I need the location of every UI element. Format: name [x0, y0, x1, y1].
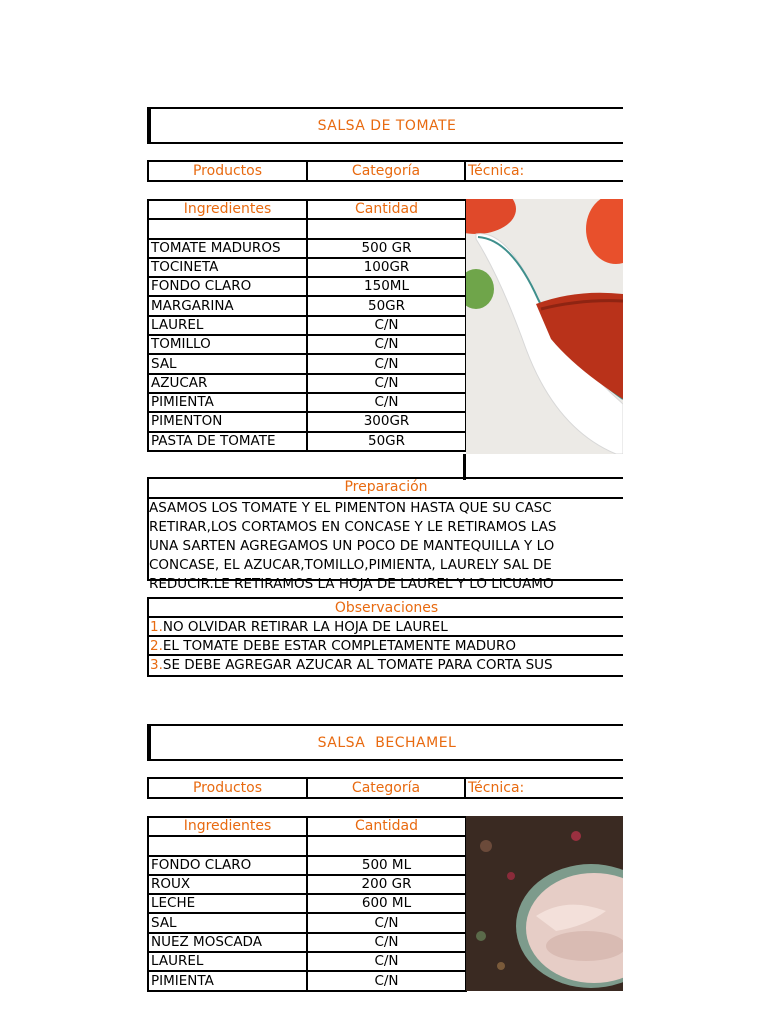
ingredient-quantity: C/N	[307, 971, 466, 990]
ingredient-name: TOMILLO	[148, 335, 307, 354]
observacion-number: 1.	[150, 619, 163, 635]
table-row	[148, 875, 466, 894]
preparacion-header: Preparación	[344, 479, 428, 495]
ingredient-quantity: 300GR	[307, 412, 466, 431]
empty-cell	[307, 836, 466, 855]
table-row	[148, 335, 466, 354]
cantidad-header: Cantidad	[307, 200, 466, 219]
table-row	[148, 836, 466, 855]
empty-cell	[148, 219, 307, 238]
empty-cell	[307, 219, 466, 238]
ingredient-name: SAL	[148, 354, 307, 373]
preparacion-line: RETIRAR,LOS CORTAMOS EN CONCASE Y LE RETIRAMOS LAS	[149, 519, 557, 535]
ingredient-quantity: 50GR	[307, 432, 466, 451]
ingredient-quantity: C/N	[307, 374, 466, 393]
bechamel-photo	[466, 816, 623, 991]
ingredients-header-row	[148, 817, 466, 836]
recipe1-title	[147, 107, 623, 144]
recipe1-ingredients-table	[147, 199, 467, 452]
observacion-text: NO OLVIDAR RETIRAR LA HOJA DE LAUREL	[162, 619, 448, 635]
list-item	[149, 656, 623, 675]
tecnica-header: Técnica:	[468, 780, 525, 796]
preparacion-line: ASAMOS LOS TOMATE Y EL PIMENTON HASTA QUE SU CASC	[149, 500, 552, 516]
table-row	[148, 277, 466, 296]
recipe1-title-text: SALSA DE TOMATE	[317, 117, 457, 134]
ingredient-quantity: 600 ML	[307, 894, 466, 913]
table-row	[148, 239, 466, 258]
ingredient-name: LAUREL	[148, 952, 307, 971]
preparacion-text	[149, 497, 623, 594]
recipe1-observaciones	[147, 597, 623, 677]
ingredient-quantity: C/N	[307, 952, 466, 971]
recipe1-header-row	[147, 160, 623, 182]
tecnica-header: Técnica:	[468, 163, 525, 179]
productos-header: Productos	[149, 162, 308, 180]
recipe1-preparacion	[147, 477, 623, 592]
ingredient-quantity: C/N	[307, 335, 466, 354]
list-item	[149, 618, 623, 637]
ingredient-name: SAL	[148, 913, 307, 932]
ingredientes-header: Ingredientes	[148, 817, 307, 836]
productos-header: Productos	[149, 779, 308, 797]
bechamel-image	[466, 816, 623, 991]
recipe2-ingredients-table	[147, 816, 467, 992]
table-row	[148, 258, 466, 277]
table-row	[148, 952, 466, 971]
categoria-header: Categoría	[308, 162, 466, 180]
ingredient-name: PASTA DE TOMATE	[148, 432, 307, 451]
tomato-sauce-image	[466, 199, 623, 454]
ingredient-quantity: C/N	[307, 316, 466, 335]
tomato-sauce-photo	[466, 199, 623, 454]
ingredient-quantity: 200 GR	[307, 875, 466, 894]
table-row	[148, 933, 466, 952]
observacion-number: 3.	[150, 657, 163, 673]
ingredient-name: FONDO CLARO	[148, 856, 307, 875]
observaciones-list	[149, 618, 623, 675]
ingredient-name: AZUCAR	[148, 374, 307, 393]
ingredients-header-row	[148, 200, 466, 219]
table-row	[148, 296, 466, 315]
recipe2-title	[147, 724, 623, 761]
empty-cell	[148, 836, 307, 855]
ingredient-quantity: 100GR	[307, 258, 466, 277]
recipe2-title-text: SALSA BECHAMEL	[317, 734, 457, 751]
ingredient-name: LECHE	[148, 894, 307, 913]
ingredient-name: PIMENTON	[148, 412, 307, 431]
ingredient-quantity: 150ML	[307, 277, 466, 296]
ingredient-quantity: 50GR	[307, 296, 466, 315]
table-row	[148, 432, 466, 451]
table-row	[148, 374, 466, 393]
ingredient-quantity: 500 GR	[307, 239, 466, 258]
ingredient-name: NUEZ MOSCADA	[148, 933, 307, 952]
table-row	[148, 913, 466, 932]
recipe2-header-row	[147, 777, 623, 799]
list-item	[149, 637, 623, 656]
ingredient-quantity: 500 ML	[307, 856, 466, 875]
table-row	[148, 412, 466, 431]
ingredient-name: LAUREL	[148, 316, 307, 335]
ingredient-quantity: C/N	[307, 354, 466, 373]
ingredient-name: FONDO CLARO	[148, 277, 307, 296]
ingredient-quantity: C/N	[307, 913, 466, 932]
table-row	[148, 219, 466, 238]
ingredient-name: MARGARINA	[148, 296, 307, 315]
ingredient-quantity: C/N	[307, 933, 466, 952]
ingredient-name: TOCINETA	[148, 258, 307, 277]
observacion-text: EL TOMATE DEBE ESTAR COMPLETAMENTE MADURO	[162, 638, 517, 654]
table-row	[148, 316, 466, 335]
table-row	[148, 354, 466, 373]
categoria-header: Categoría	[308, 779, 466, 797]
table-row	[148, 856, 466, 875]
ingredient-name: TOMATE MADUROS	[148, 239, 307, 258]
observacion-text: SE DEBE AGREGAR AZUCAR AL TOMATE PARA CORTA SUS	[162, 657, 553, 673]
ingredient-quantity: C/N	[307, 393, 466, 412]
observacion-number: 2.	[150, 638, 163, 654]
preparacion-line: CONCASE, EL AZUCAR,TOMILLO,PIMIENTA, LAURELY SAL DE	[149, 557, 552, 573]
table-row	[148, 894, 466, 913]
table-row	[148, 971, 466, 990]
preparacion-line: REDUCIR.LE RETIRAMOS LA HOJA DE LAUREL Y LO LICUAMO	[149, 576, 554, 592]
ingredient-name: ROUX	[148, 875, 307, 894]
table-row	[148, 393, 466, 412]
ingredient-name: PIMIENTA	[148, 393, 307, 412]
observaciones-header: Observaciones	[149, 599, 623, 618]
cantidad-header: Cantidad	[307, 817, 466, 836]
ingredientes-header: Ingredientes	[148, 200, 307, 219]
preparacion-line: UNA SARTEN AGREGAMOS UN POCO DE MANTEQUILLA Y LO	[149, 538, 555, 554]
ingredient-name: PIMIENTA	[148, 971, 307, 990]
